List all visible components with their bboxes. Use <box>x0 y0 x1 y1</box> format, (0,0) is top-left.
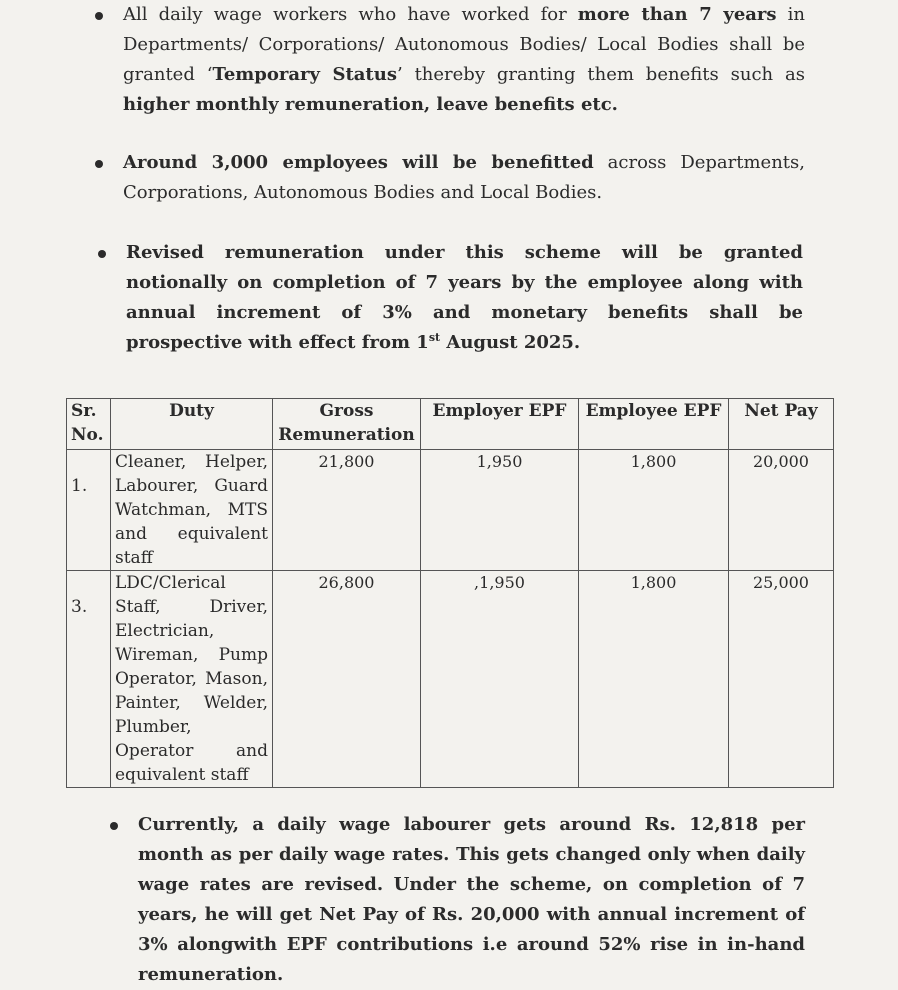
bullet-text: Revised remuneration under this scheme will be granted notionally on completion of 7 years by the employee along with annual increment of 3% and monetary benefits shall be prospective with effect from 1st August 2025. <box>126 242 803 353</box>
bullet-text: All daily wage workers who have worked for more than 7 years in Departments/ Corporations/ Autonomous Bodies/ Local Bodies shall be granted ‘Temporary Status’ thereby granting them benefits such as higher monthly remuneration, leave benefits etc. <box>123 4 806 115</box>
header-gross-remuneration: Gross Remuneration <box>273 399 421 450</box>
bullet-dot <box>98 250 106 258</box>
cell-net-pay: 20,000 <box>729 450 834 571</box>
cell-gross-remuneration: 21,800 <box>273 450 421 571</box>
cell-employee-epf: 1,800 <box>579 450 729 571</box>
cell-gross-remuneration: 26,800 <box>273 571 421 788</box>
bullet-text: Around 3,000 employees will be benefitted across Departments, Corporations, Autonomous Bodies and Local Bodies. <box>123 152 805 203</box>
cell-sr-no: 1. <box>67 450 111 571</box>
bullet-dot <box>95 12 103 20</box>
header-sr-no: Sr. No. <box>67 399 111 450</box>
cell-duty: LDC/Clerical Staff, Driver, Electrician, Wireman, Pump Operator, Mason, Painter, Welder, Plumber, Operator and equivalent staff <box>111 571 273 788</box>
remuneration-table <box>66 398 834 788</box>
bullet-text: Currently, a daily wage labourer gets around Rs. 12,818 per month as per daily wage rates. This gets changed only when daily wage rates are revised. Under the scheme, on completion of 7 years, he will get Net Pay of Rs. 20,000 with annual increment of 3% alongwith EPF contributions i.e around 52% rise in in-hand remuneration. <box>138 814 805 985</box>
cell-employee-epf: 1,800 <box>579 571 729 788</box>
cell-duty: Cleaner, Helper, Labourer, Guard Watchman, MTS and equivalent staff <box>111 450 273 571</box>
bullet-dot <box>95 160 103 168</box>
cell-employer-epf: 1,950 <box>421 450 579 571</box>
header-net-pay: Net Pay <box>729 399 834 450</box>
cell-net-pay: 25,000 <box>729 571 834 788</box>
table-header-row <box>67 399 834 450</box>
bullet-dot <box>110 822 118 830</box>
header-employee-epf: Employee EPF <box>579 399 729 450</box>
header-duty: Duty <box>111 399 273 450</box>
cell-employer-epf: ,1,950 <box>421 571 579 788</box>
table-row <box>67 571 834 788</box>
header-employer-epf: Employer EPF <box>421 399 579 450</box>
table-row <box>67 450 834 571</box>
cell-sr-no: 3. <box>67 571 111 788</box>
